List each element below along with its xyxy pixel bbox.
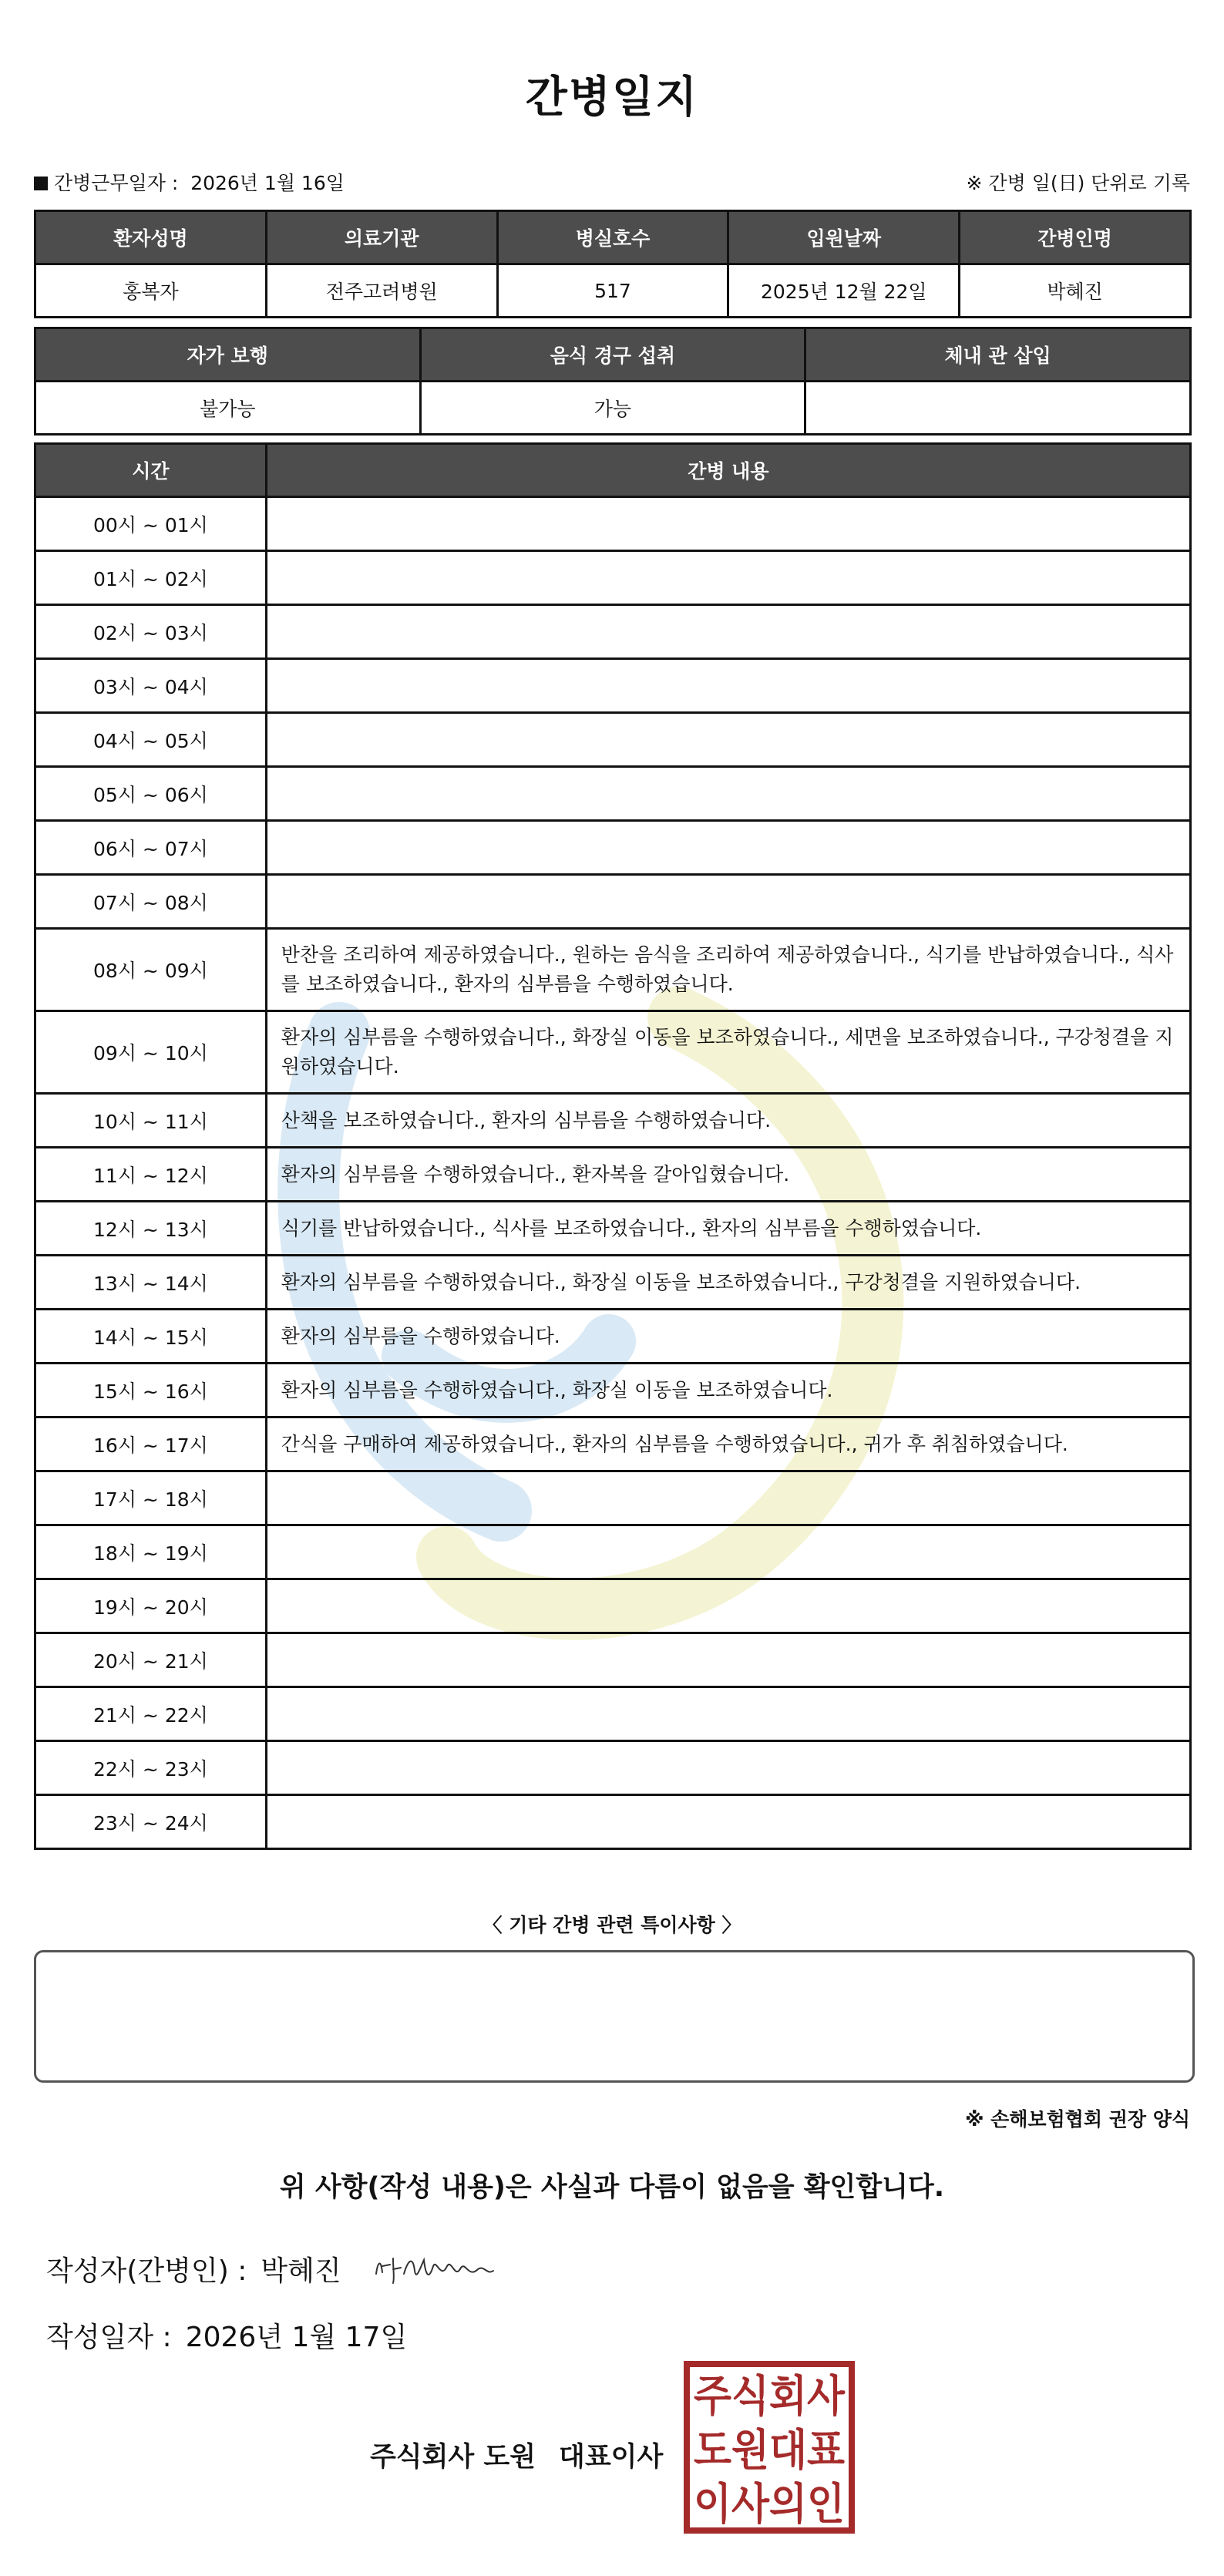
log-rows: [35, 497, 1191, 1849]
log-time: 09시 ~ 10시: [35, 1011, 267, 1094]
self-walking-value: 불가능: [35, 382, 421, 435]
log-content: [266, 605, 1190, 659]
log-time: 15시 ~ 16시: [35, 1364, 267, 1417]
log-time: 18시 ~ 19시: [35, 1525, 267, 1579]
work-date-label: 간병근무일자 :: [54, 172, 179, 194]
log-row: [35, 1202, 1191, 1256]
work-date-value: 2026년 1월 16일: [190, 172, 345, 194]
log-content: [266, 1741, 1190, 1795]
log-time: 17시 ~ 18시: [35, 1471, 267, 1525]
writer-label: 작성자(간병인) :: [46, 2255, 247, 2287]
patient-name: 홍복자: [35, 264, 267, 318]
hourly-care-log-table: [34, 442, 1192, 1850]
recommend-note: ※ 손해보험협회 권장 양식: [965, 2108, 1190, 2130]
patient-info-table: [34, 210, 1192, 318]
header-hospital: 의료기관: [266, 211, 497, 264]
meta-row: [34, 168, 1190, 199]
written-date-value: 2026년 1월 17일: [185, 2322, 408, 2353]
log-row: [35, 1741, 1191, 1795]
log-time: 23시 ~ 24시: [35, 1795, 267, 1849]
log-content: 환자의 심부름을 수행하였습니다., 환자복을 갈아입혔습니다.: [266, 1148, 1190, 1202]
log-content: [266, 1471, 1190, 1525]
admission-date: 2025년 12월 22일: [728, 264, 960, 318]
log-time: 19시 ~ 20시: [35, 1579, 267, 1633]
seal-line-1: 주식회사: [694, 2372, 846, 2422]
log-row: [35, 767, 1191, 821]
confirmation-statement: 위 사항(작성 내용)은 사실과 다름이 없음을 확인합니다.: [279, 2172, 945, 2203]
log-content: [266, 497, 1190, 551]
log-time: 08시 ~ 09시: [35, 929, 267, 1011]
log-time: 12시 ~ 13시: [35, 1202, 267, 1256]
log-content: 환자의 심부름을 수행하였습니다.: [266, 1310, 1190, 1364]
header-patient-name: 환자성명: [35, 211, 267, 264]
company-title: 대표이사: [559, 2442, 664, 2473]
log-content: 환자의 심부름을 수행하였습니다., 화장실 이동을 보조하였습니다., 구강청결을 지원하였습니다.: [266, 1256, 1190, 1310]
unit-note: ※ 간병 일(日) 단위로 기록: [966, 172, 1190, 194]
log-time: 10시 ~ 11시: [35, 1094, 267, 1148]
log-row: [35, 1525, 1191, 1579]
header-time: 시간: [35, 444, 267, 497]
log-row: [35, 497, 1191, 551]
special-notes-title: 〈 기타 간병 관련 특이사항 〉: [483, 1914, 741, 1936]
log-time: 20시 ~ 21시: [35, 1633, 267, 1687]
log-row: [35, 1633, 1191, 1687]
log-content: 간식을 구매하여 제공하였습니다., 환자의 심부름을 수행하였습니다., 귀가 후 취침하였습니다.: [266, 1417, 1190, 1471]
log-content: [266, 713, 1190, 767]
log-row: [35, 659, 1191, 713]
log-content: 식기를 반납하였습니다., 식사를 보조하였습니다., 환자의 심부름을 수행하였습니다.: [266, 1202, 1190, 1256]
log-content: 반찬을 조리하여 제공하였습니다., 원하는 음식을 조리하여 제공하였습니다., 식기를 반납하였습니다., 식사를 보조하였습니다., 환자의 심부름을 수행하였습니다.: [266, 929, 1190, 1011]
log-row: [35, 1094, 1191, 1148]
header-caregiver-name: 간병인명: [960, 211, 1191, 264]
log-row: [35, 1471, 1191, 1525]
work-date: [34, 168, 345, 196]
header-care-content: 간병 내용: [266, 444, 1190, 497]
header-tube-insertion: 체내 관 삽입: [805, 328, 1191, 382]
log-content: [266, 767, 1190, 821]
log-content: 산책을 보조하였습니다., 환자의 심부름을 수행하였습니다.: [266, 1094, 1190, 1148]
log-time: 05시 ~ 06시: [35, 767, 267, 821]
log-time: 07시 ~ 08시: [35, 875, 267, 929]
log-time: 13시 ~ 14시: [35, 1256, 267, 1310]
header-room-number: 병실호수: [497, 211, 728, 264]
log-row: [35, 1364, 1191, 1417]
square-bullet-icon: [34, 177, 48, 190]
log-content: [266, 551, 1190, 605]
log-row: [35, 1310, 1191, 1364]
company-name: 주식회사 도원: [370, 2442, 536, 2473]
log-time: 00시 ~ 01시: [35, 497, 267, 551]
log-content: [266, 821, 1190, 875]
page-title: 간병일지: [525, 72, 699, 123]
writer-line: [46, 2249, 341, 2288]
log-row: [35, 551, 1191, 605]
log-row: [35, 1417, 1191, 1471]
written-date-label: 작성일자 :: [46, 2322, 172, 2353]
handwritten-signature: [370, 2235, 501, 2297]
oral-intake-value: 가능: [420, 382, 805, 435]
company-seal: [683, 2360, 856, 2534]
header-oral-intake: 음식 경구 섭취: [420, 328, 805, 382]
log-content: [266, 1687, 1190, 1741]
log-time: 01시 ~ 02시: [35, 551, 267, 605]
company-line: [370, 2436, 663, 2474]
log-content: [266, 1795, 1190, 1849]
writer-name: 박혜진: [261, 2255, 341, 2287]
hospital-name: 전주고려병원: [266, 264, 497, 318]
log-time: 04시 ~ 05시: [35, 713, 267, 767]
log-content: [266, 1525, 1190, 1579]
log-time: 22시 ~ 23시: [35, 1741, 267, 1795]
special-notes-box: [34, 1950, 1195, 2083]
log-row: [35, 821, 1191, 875]
log-time: 06시 ~ 07시: [35, 821, 267, 875]
seal-line-3: 이사의인: [694, 2480, 845, 2530]
log-time: 14시 ~ 15시: [35, 1310, 267, 1364]
log-row: [35, 1579, 1191, 1633]
log-content: [266, 1633, 1190, 1687]
room-number: 517: [497, 264, 728, 318]
log-time: 11시 ~ 12시: [35, 1148, 267, 1202]
log-row: [35, 1011, 1191, 1094]
log-content: [266, 659, 1190, 713]
log-time: 21시 ~ 22시: [35, 1687, 267, 1741]
log-row: [35, 605, 1191, 659]
log-row: [35, 1148, 1191, 1202]
log-row: [35, 1687, 1191, 1741]
header-self-walking: 자가 보행: [35, 328, 421, 382]
written-date-line: [46, 2315, 407, 2355]
log-content: [266, 875, 1190, 929]
log-time: 16시 ~ 17시: [35, 1417, 267, 1471]
caregiver-name: 박혜진: [960, 264, 1191, 318]
tube-insertion-value: [805, 382, 1191, 435]
log-row: [35, 929, 1191, 1011]
log-row: [35, 875, 1191, 929]
header-admission-date: 입원날짜: [728, 211, 960, 264]
log-row: [35, 713, 1191, 767]
patient-status-table: [34, 327, 1192, 435]
log-row: [35, 1256, 1191, 1310]
log-content: [266, 1579, 1190, 1633]
log-time: 02시 ~ 03시: [35, 605, 267, 659]
log-row: [35, 1795, 1191, 1849]
log-content: 환자의 심부름을 수행하였습니다., 화장실 이동을 보조하였습니다.: [266, 1364, 1190, 1417]
seal-line-2: 도원대표: [694, 2426, 845, 2476]
log-content: 환자의 심부름을 수행하였습니다., 화장실 이동을 보조하였습니다., 세면을 보조하였습니다., 구강청결을 지원하였습니다.: [266, 1011, 1190, 1094]
log-time: 03시 ~ 04시: [35, 659, 267, 713]
